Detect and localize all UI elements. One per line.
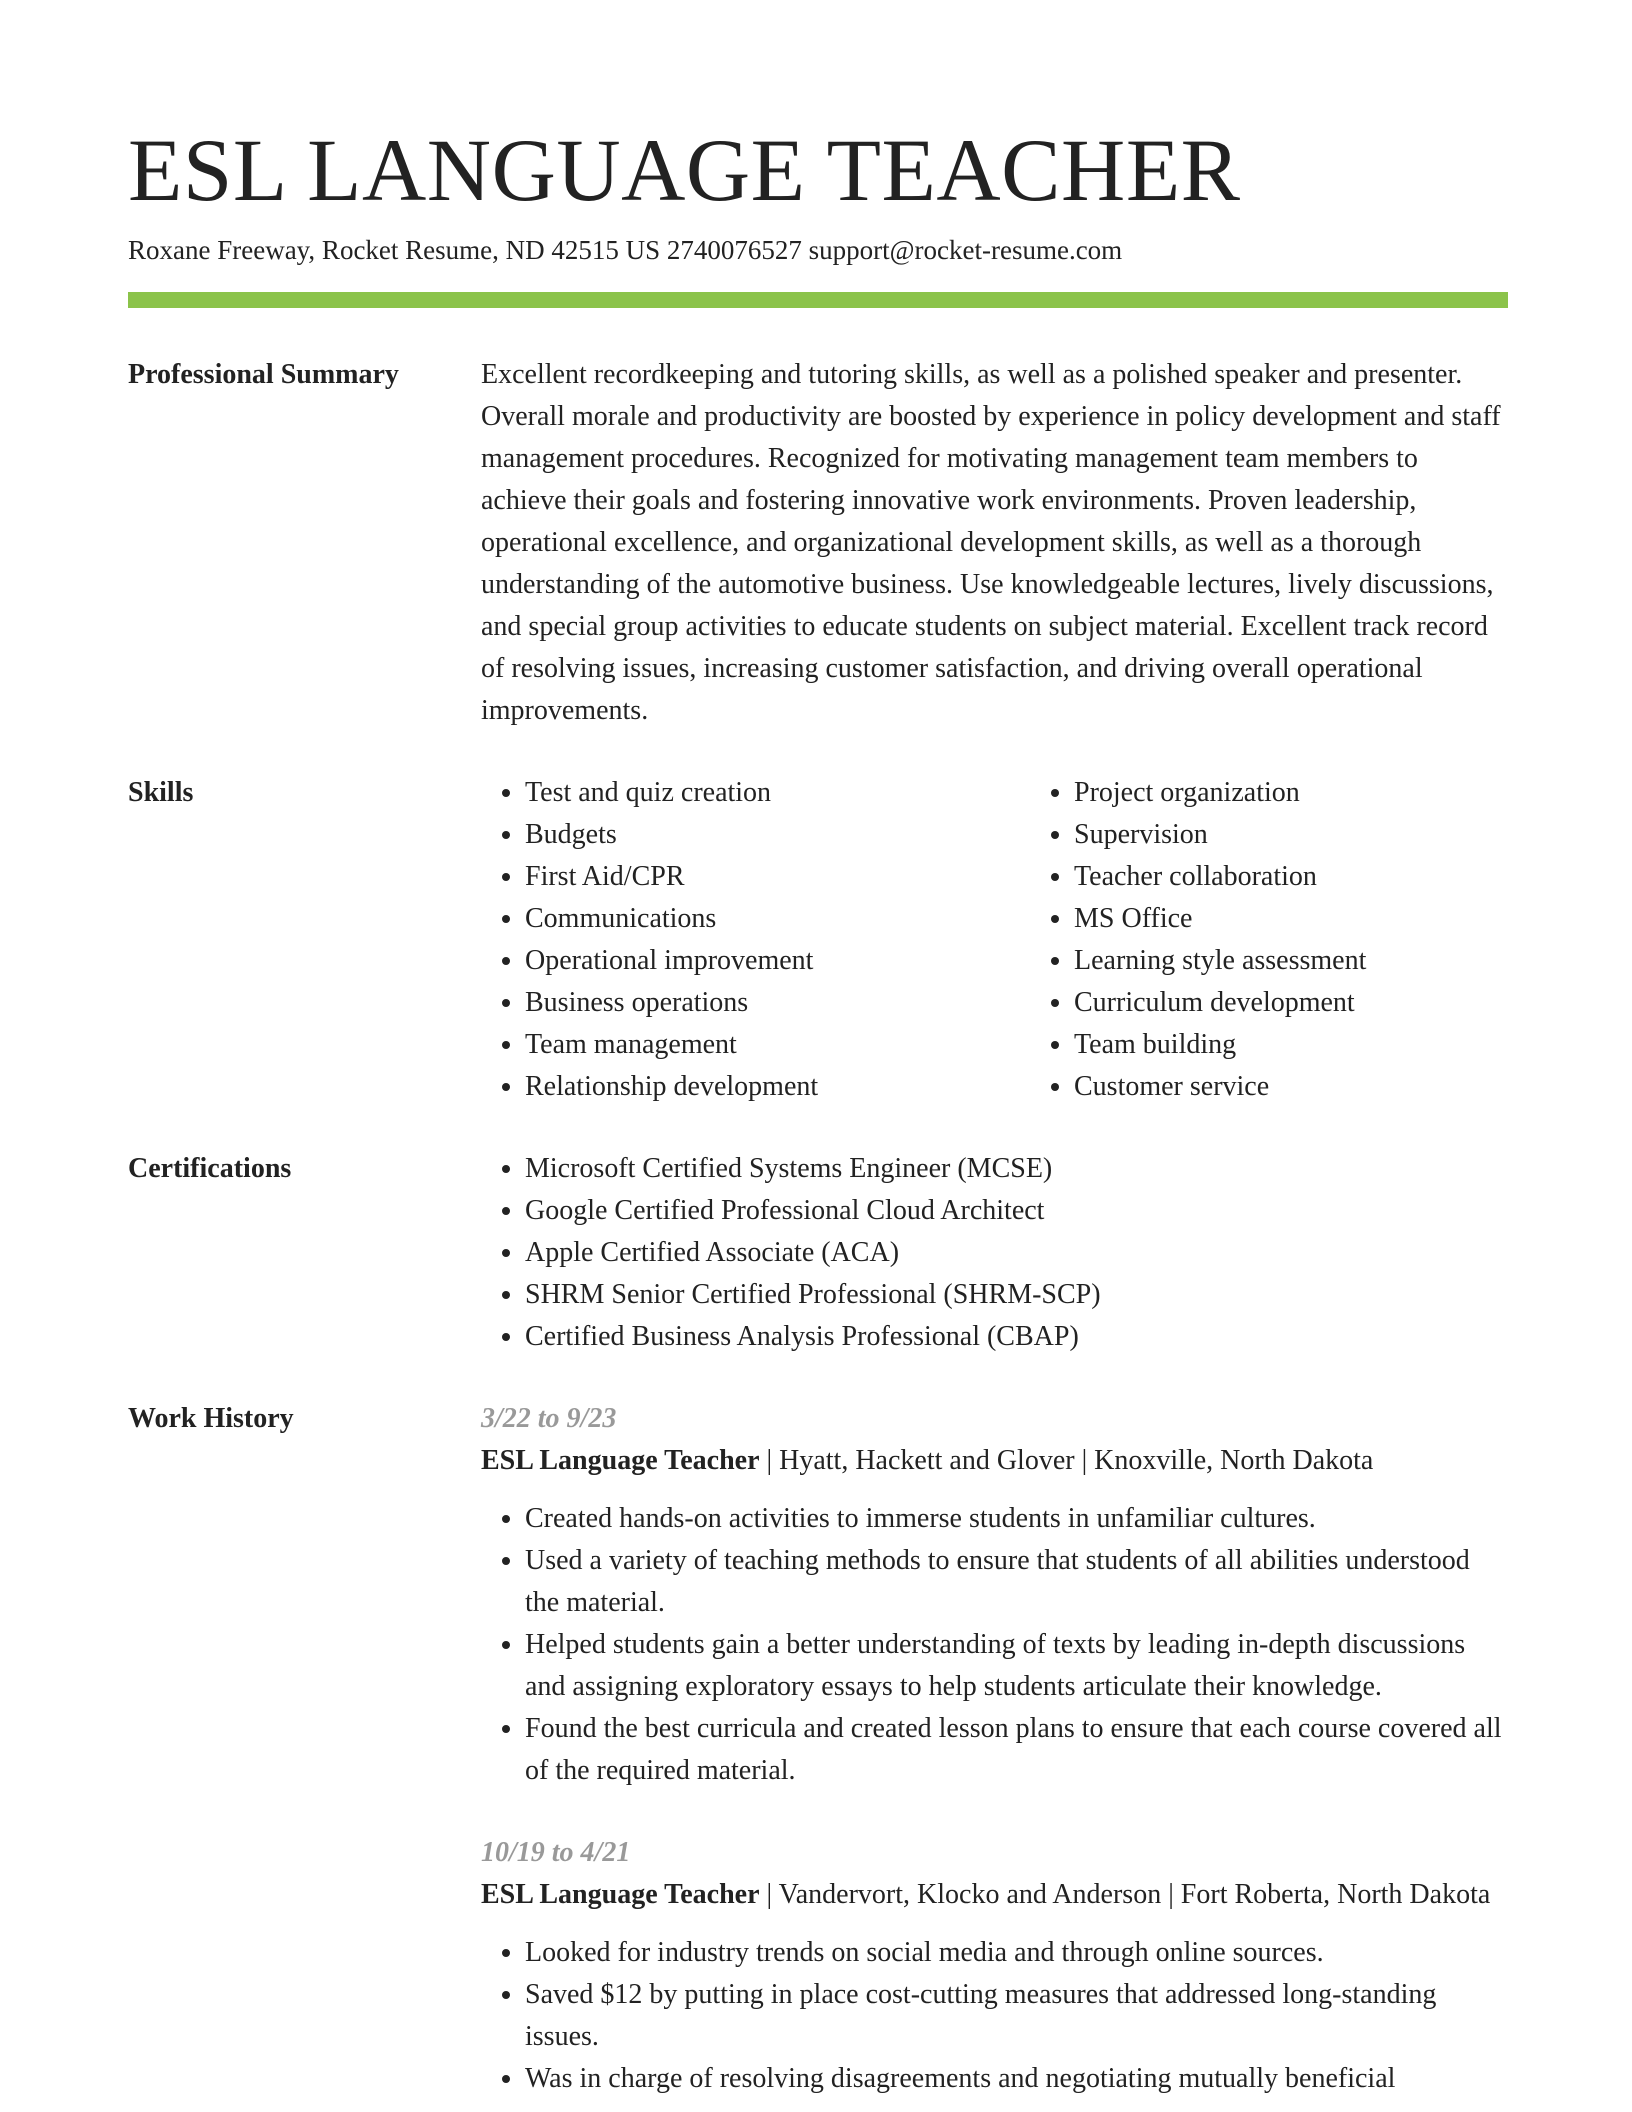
work-history-section bbox=[128, 1398, 1508, 2100]
skill-item: • Test and quiz creation bbox=[525, 772, 1030, 814]
skill-item: • First Aid/CPR bbox=[525, 856, 1030, 898]
skills-section bbox=[128, 772, 1508, 1108]
skill-item: • Relationship development bbox=[525, 1066, 1030, 1108]
certifications-section bbox=[128, 1148, 1508, 1358]
skill-item: • Project organization bbox=[1074, 772, 1366, 814]
contact-line: Roxane Freeway, Rocket Resume, ND 42515 US 2740076527 support@rocket-resume.com bbox=[128, 235, 1123, 265]
job-entry bbox=[481, 1832, 1508, 2100]
job-bullet: • Used a variety of teaching methods to ensure that students of all abilities understood the material. bbox=[525, 1540, 1508, 1624]
job-bullet: • Looked for industry trends on social media and through online sources. bbox=[525, 1932, 1508, 1974]
job-bullet: • Found the best curricula and created lesson plans to ensure that each course covered all of the required material. bbox=[525, 1708, 1508, 1792]
job-dates: 3/22 to 9/23 bbox=[481, 1403, 617, 1434]
resume-page bbox=[128, 0, 1508, 2100]
summary-section bbox=[128, 354, 1508, 732]
skill-item: • Communications bbox=[525, 898, 1030, 940]
job-details: | Vandervort, Klocko and Anderson | Fort Roberta, North Dakota bbox=[759, 1879, 1491, 1910]
skill-item: • Team building bbox=[1074, 1024, 1366, 1066]
certification-item: • Apple Certified Associate (ACA) bbox=[525, 1232, 1508, 1274]
skill-item: • Business operations bbox=[525, 982, 1030, 1024]
certifications-label: Certifications bbox=[128, 1153, 292, 1184]
job-bullets bbox=[481, 1498, 1508, 1792]
job-bullets bbox=[481, 1932, 1508, 2100]
skills-list-left bbox=[481, 772, 1030, 1108]
job-title: ESL Language Teacher bbox=[481, 1879, 760, 1910]
resume-title: ESL LANGUAGE TEACHER bbox=[128, 122, 1241, 220]
summary-text: Excellent recordkeeping and tutoring skills, as well as a polished speaker and presenter. Overall morale and productivity are boosted by experience in policy development and staff management procedures. Recognized for motivating management team members to achieve their goals and fostering innovative work environments. Proven leadership, operational excellence, and organizational development skills, as well as a thorough understanding of the automotive business. Use knowledgeable lectures, lively discussions, and special group activities to educate students on subject material. Excellent track record of resolving issues, increasing customer satisfaction, and driving overall operational improvements. bbox=[481, 359, 1501, 726]
job-dates: 10/19 to 4/21 bbox=[481, 1837, 631, 1868]
skill-item: • Learning style assessment bbox=[1074, 940, 1366, 982]
skill-item: • Customer service bbox=[1074, 1066, 1366, 1108]
job-entry bbox=[481, 1398, 1508, 1792]
certification-item: • Certified Business Analysis Professional (CBAP) bbox=[525, 1316, 1508, 1358]
certification-item: • Google Certified Professional Cloud Architect bbox=[525, 1190, 1508, 1232]
certifications-list bbox=[481, 1148, 1508, 1358]
job-bullet: • Created hands-on activities to immerse students in unfamiliar cultures. bbox=[525, 1498, 1508, 1540]
work-history-label: Work History bbox=[128, 1403, 294, 1434]
skill-item: • Operational improvement bbox=[525, 940, 1030, 982]
skill-item: • Curriculum development bbox=[1074, 982, 1366, 1024]
job-details: | Hyatt, Hackett and Glover | Knoxville, North Dakota bbox=[759, 1445, 1374, 1476]
job-bullet: • Saved $12 by putting in place cost-cutting measures that addressed long-standing issues. bbox=[525, 1974, 1508, 2058]
skill-item: • Budgets bbox=[525, 814, 1030, 856]
summary-label: Professional Summary bbox=[128, 359, 399, 390]
header-divider bbox=[128, 292, 1508, 308]
skills-list-right bbox=[1030, 772, 1366, 1108]
job-bullet: • Helped students gain a better understanding of texts by leading in-depth discussions and assigning exploratory essays to help students articulate their knowledge. bbox=[525, 1624, 1508, 1708]
certification-item: • SHRM Senior Certified Professional (SHRM-SCP) bbox=[525, 1274, 1508, 1316]
skill-item: • Supervision bbox=[1074, 814, 1366, 856]
job-heading bbox=[481, 1874, 1508, 1916]
job-bullet: • Was in charge of resolving disagreements and negotiating mutually beneficial bbox=[525, 2058, 1508, 2100]
skill-item: • Team management bbox=[525, 1024, 1030, 1066]
job-heading bbox=[481, 1440, 1508, 1482]
skill-item: • MS Office bbox=[1074, 898, 1366, 940]
skills-label: Skills bbox=[128, 777, 194, 808]
skill-item: • Teacher collaboration bbox=[1074, 856, 1366, 898]
job-title: ESL Language Teacher bbox=[481, 1445, 760, 1476]
certification-item: • Microsoft Certified Systems Engineer (MCSE) bbox=[525, 1148, 1508, 1190]
